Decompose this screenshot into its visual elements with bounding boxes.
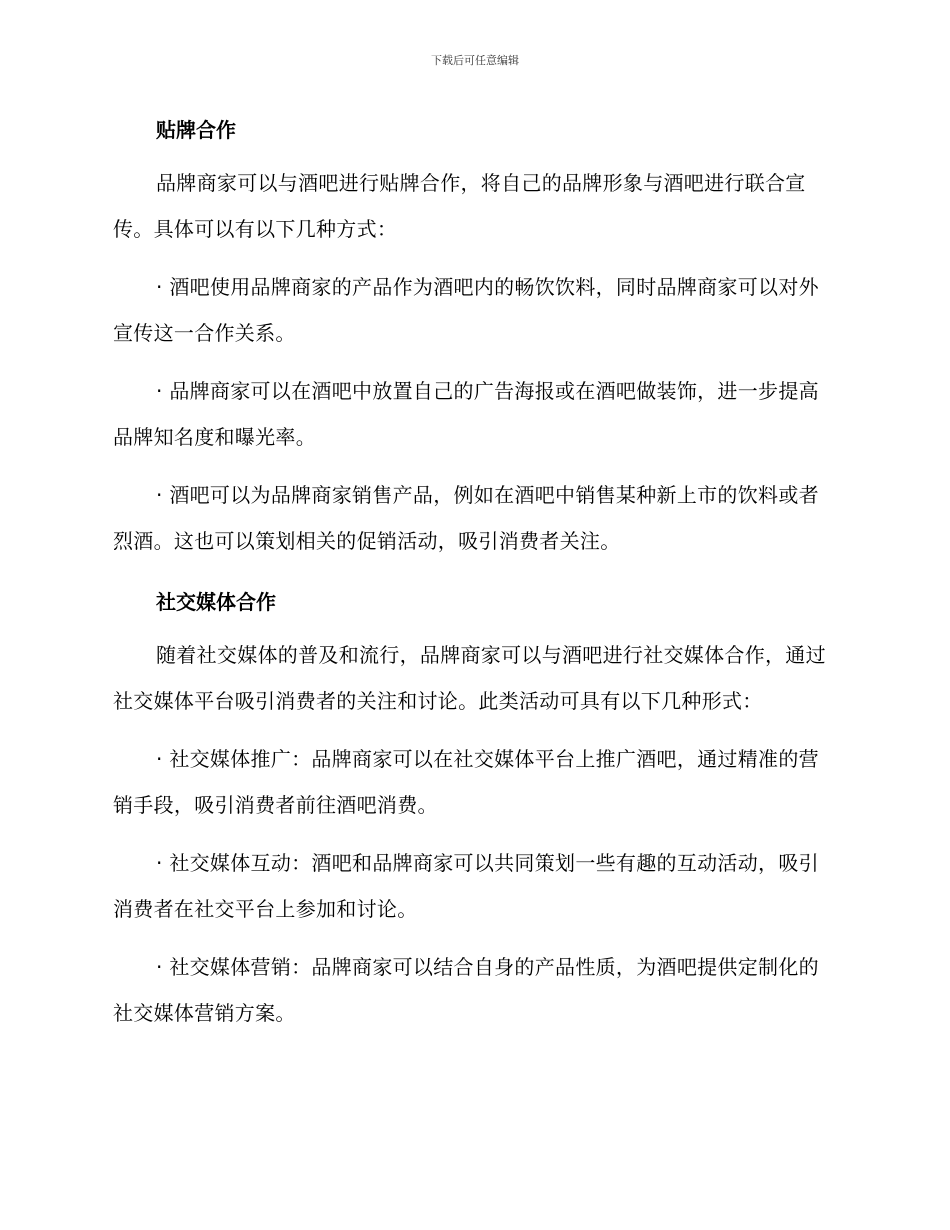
section-intro-oem: 品牌商家可以与酒吧进行贴牌合作，将自己的品牌形象与酒吧进行联合宣传。具体可以有以下几种方式： bbox=[113, 171, 806, 241]
list-item: · 社交媒体互动：酒吧和品牌商家可以共同策划一些有趣的互动活动，吸引消费者在社交平台上参加和讨论。 bbox=[113, 851, 819, 921]
list-item: · 社交媒体推广：品牌商家可以在社交媒体平台上推广酒吧，通过精准的营销手段，吸引消费者前往酒吧消费。 bbox=[113, 747, 819, 817]
document-body bbox=[113, 112, 833, 1048]
section-intro-social: 随着社交媒体的普及和流行，品牌商家可以与酒吧进行社交媒体合作，通过社交媒体平台吸引消费者的关注和讨论。此类活动可具有以下几种形式： bbox=[113, 643, 826, 713]
list-item: · 酒吧使用品牌商家的产品作为酒吧内的畅饮饮料，同时品牌商家可以对外宣传这一合作关系。 bbox=[113, 275, 819, 345]
list-item: · 品牌商家可以在酒吧中放置自己的广告海报或在酒吧做装饰，进一步提高品牌知名度和曝光率。 bbox=[113, 379, 819, 449]
list-item: · 酒吧可以为品牌商家销售产品，例如在酒吧中销售某种新上市的饮料或者烈酒。这也可以策划相关的促销活动，吸引消费者关注。 bbox=[113, 483, 819, 553]
page-header-note: 下载后可任意编辑 bbox=[431, 54, 519, 67]
list-item: · 社交媒体营销：品牌商家可以结合自身的产品性质，为酒吧提供定制化的社交媒体营销方案。 bbox=[113, 955, 819, 1025]
section-heading-oem-cooperation: 贴牌合作 bbox=[156, 118, 236, 142]
section-heading-social-media: 社交媒体合作 bbox=[156, 590, 276, 614]
